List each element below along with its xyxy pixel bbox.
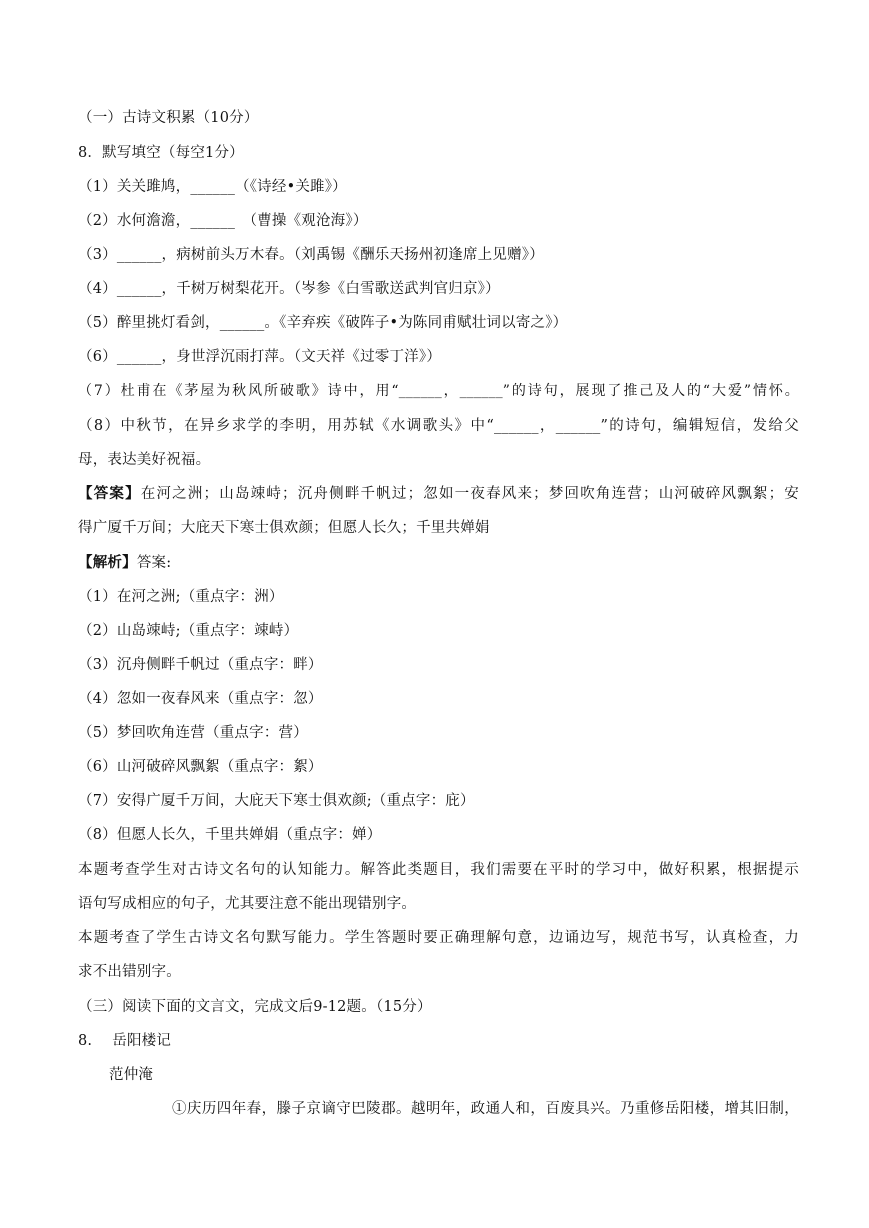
text-author: 范仲淹 (109, 1067, 154, 1083)
answer-line-1 (78, 484, 799, 504)
answer-text: 在河之洲；山岛竦峙；沉舟侧畔千帆过；忽如一夜春风来；梦回吹角连营；山河破碎风飘絮；安 (140, 486, 799, 502)
answer-line-2: 得广厦千万间；大庇天下寒士俱欢颜；但愿人长久；千里共婵娟 (78, 520, 490, 536)
analysis-item-4: （4）忽如一夜春风来（重点字：忽） (78, 691, 323, 707)
analysis-label: 【解析】 (78, 554, 137, 571)
text-title: 岳阳楼记 (112, 1033, 172, 1049)
question-item-1: （1）关关雎鸠，______（《诗经•关雎》） (78, 179, 347, 195)
explanation-2-line-2: 求不出错别字。 (78, 964, 181, 980)
text-number: 8. (78, 1033, 93, 1049)
question-item-2: （2）水何澹澹，______ （曹操《观沧海》） (78, 213, 368, 229)
question-item-8: （8）中秋节，在异乡求学的李明，用苏轼《水调歌头》中“______，______”的诗句，编辑短信，发给父 (78, 418, 799, 434)
question-8-title: 8．默写填空（每空1分） (78, 145, 244, 161)
analysis-item-8: （8）但愿人长久，千里共婵娟（重点字：婵） (78, 827, 382, 843)
analysis-item-5: （5）梦回吹角连营（重点字：营） (78, 725, 308, 741)
analysis-item-1: （1）在河之洲;（重点字：洲） (78, 589, 284, 605)
question-item-3: （3）______，病树前头万木春。（刘禹锡《酬乐天扬州初逢席上见赠》） (78, 247, 544, 263)
section-heading-classical: （三）阅读下面的文言文，完成文后9-12题。（15分） (78, 999, 432, 1015)
analysis-text: 答案: (136, 555, 172, 571)
question-item-7: （7）杜甫在《茅屋为秋风所破歌》诗中，用“______，______”的诗句，展现了推己及人的“大爱”情怀。 (78, 383, 799, 399)
analysis-item-2: （2）山岛竦峙;（重点字：竦峙） (78, 623, 299, 639)
explanation-1-line-2: 语句写成相应的句子，尤其要注意不能出现错别字。 (78, 896, 417, 912)
question-item-4: （4）______，千树万树梨花开。（岑参《白雪歌送武判官归京》） (78, 281, 500, 297)
question-item-8-cont: 母，表达美好祝福。 (78, 452, 211, 468)
section-heading-poetry: （一）古诗文积累（10分） (78, 110, 259, 126)
analysis-item-6: （6）山河破碎风飘絮（重点字：絮） (78, 759, 323, 775)
analysis-item-3: （3）沉舟侧畔千帆过（重点字：畔） (78, 657, 323, 673)
text-title-line (78, 1031, 799, 1051)
analysis-item-7: （7）安得广厦千万间，大庇天下寒士俱欢颜;（重点字：庇） (78, 793, 475, 809)
question-item-5: （5）醉里挑灯看剑，______。《辛弃疾《破阵子•为陈同甫赋壮词以寄之》） (78, 315, 568, 331)
text-paragraph-1: ①庆历四年春，滕子京谪守巴陵郡。越明年，政通人和，百废具兴。乃重修岳阳楼，增其旧制， (172, 1101, 799, 1117)
question-item-6: （6）______，身世浮沉雨打萍。（文天祥《过零丁洋》） (78, 349, 442, 365)
answer-label: 【答案】 (78, 485, 141, 502)
analysis-line (78, 553, 799, 573)
explanation-1-line-1: 本题考查学生对古诗文名句的认知能力。解答此类题目，我们需要在平时的学习中，做好积累，根据提示 (78, 862, 799, 878)
explanation-2-line-1: 本题考查了学生古诗文名句默写能力。学生答题时要正确理解句意，边诵边写，规范书写，认真检查，力 (78, 930, 799, 946)
